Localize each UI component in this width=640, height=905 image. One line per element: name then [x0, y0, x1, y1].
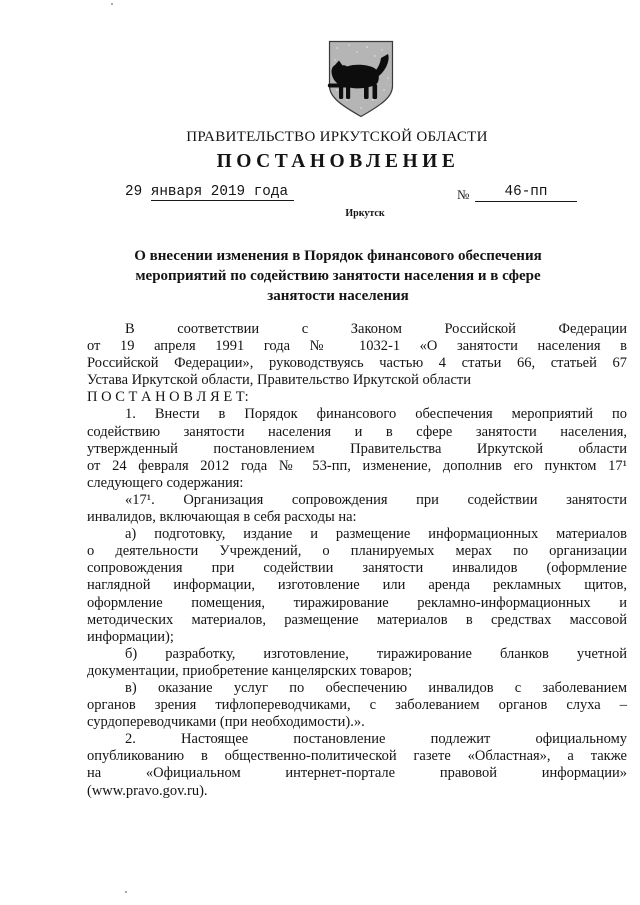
body-line: методических материалов, размещение материалов в средствах массовой — [87, 611, 627, 628]
doc-number: 46-пп — [475, 184, 577, 202]
body-line: от 19 апреля 1991 года № 1032-1 «О занятости населения в — [87, 338, 627, 355]
doc-number-label: № — [457, 187, 470, 202]
body-line: Устава Иркутской области, Правительство Иркутской области — [87, 372, 472, 389]
body-line: П О С Т А Н О В Л Я Е Т: — [87, 389, 249, 406]
body-line: утвержденный постановлением Правительства Иркутской области — [87, 440, 627, 457]
body-line: наглядной информации, изготовление или аренда рекламных щитов, — [87, 577, 627, 594]
body-line: 2. Настоящее постановление подлежит официальному — [125, 731, 627, 748]
body-line: Российской Федерации», руководствуясь частью 4 статьи 66, статьей 67 — [87, 355, 627, 372]
body-line: на «Официальном интернет-портале правовой информации» — [87, 765, 627, 782]
doc-title-line: занятости населения — [267, 288, 409, 304]
doc-date-day: 29 — [125, 184, 151, 200]
body-line: (www.pravo.gov.ru). — [87, 782, 208, 799]
org-name: ПРАВИТЕЛЬСТВО ИРКУТСКОЙ ОБЛАСТИ — [186, 129, 488, 145]
body-line: от 24 февраля 2012 года № 53-пп, изменение, дополнив его пунктом 17¹ — [87, 457, 627, 474]
body-line: опубликованию в общественно-политической газете «Областная», а также — [87, 748, 627, 765]
doc-title — [98, 246, 578, 306]
doc-type-title: ПОСТАНОВЛЕНИЕ — [216, 151, 460, 172]
doc-date — [125, 184, 294, 200]
doc-title-line: О внесении изменения в Порядок финансового обеспечения — [134, 248, 542, 264]
body-line: сопровождения при содействии занятости инвалидов (оформление — [87, 560, 627, 577]
body-line: сурдопереводчиками (при необходимости).». — [87, 714, 365, 731]
body-line: «17¹. Организация сопровождения при содействии занятости — [125, 491, 627, 508]
body-line: документации, приобретение канцелярских товаров; — [87, 662, 413, 679]
scan-artifact — [111, 3, 113, 5]
doc-body — [87, 321, 627, 800]
body-line: 1. Внести в Порядок финансового обеспечения мероприятий по — [125, 406, 627, 423]
sable-icon — [328, 84, 354, 88]
body-line: В соответствии с Законом Российской Федерации — [125, 321, 627, 337]
body-line: органов зрения тифлопереводчиками, с заболеванием органов слуха – — [87, 697, 627, 714]
doc-title-line: мероприятий по содействию занятости населения и в сфере — [135, 268, 541, 284]
body-line: о деятельности Учреждений, о планируемых мерах по организации — [87, 543, 627, 560]
irkutsk-coat-of-arms-icon — [327, 40, 395, 118]
body-line: а) подготовку, издание и размещение информационных материалов — [125, 526, 627, 543]
body-line: инвалидов, включающая в себя расходы на: — [87, 509, 357, 526]
body-line: содействию занятости населения и в сфере занятости населения, — [87, 423, 627, 440]
body-line: информации); — [87, 628, 174, 645]
doc-date-underlined: января 2019 года — [151, 184, 294, 201]
body-line: б) разработку, изготовление, тиражирование бланков учетной — [125, 645, 627, 662]
body-line: оформление помещения, тиражирование рекламно-информационных и — [87, 594, 627, 611]
city-label: Иркутск — [345, 208, 385, 219]
body-line: в) оказание услуг по обеспечению инвалидов с заболеванием — [125, 679, 627, 696]
scan-artifact — [125, 891, 127, 893]
body-line: следующего содержания: — [87, 474, 244, 491]
